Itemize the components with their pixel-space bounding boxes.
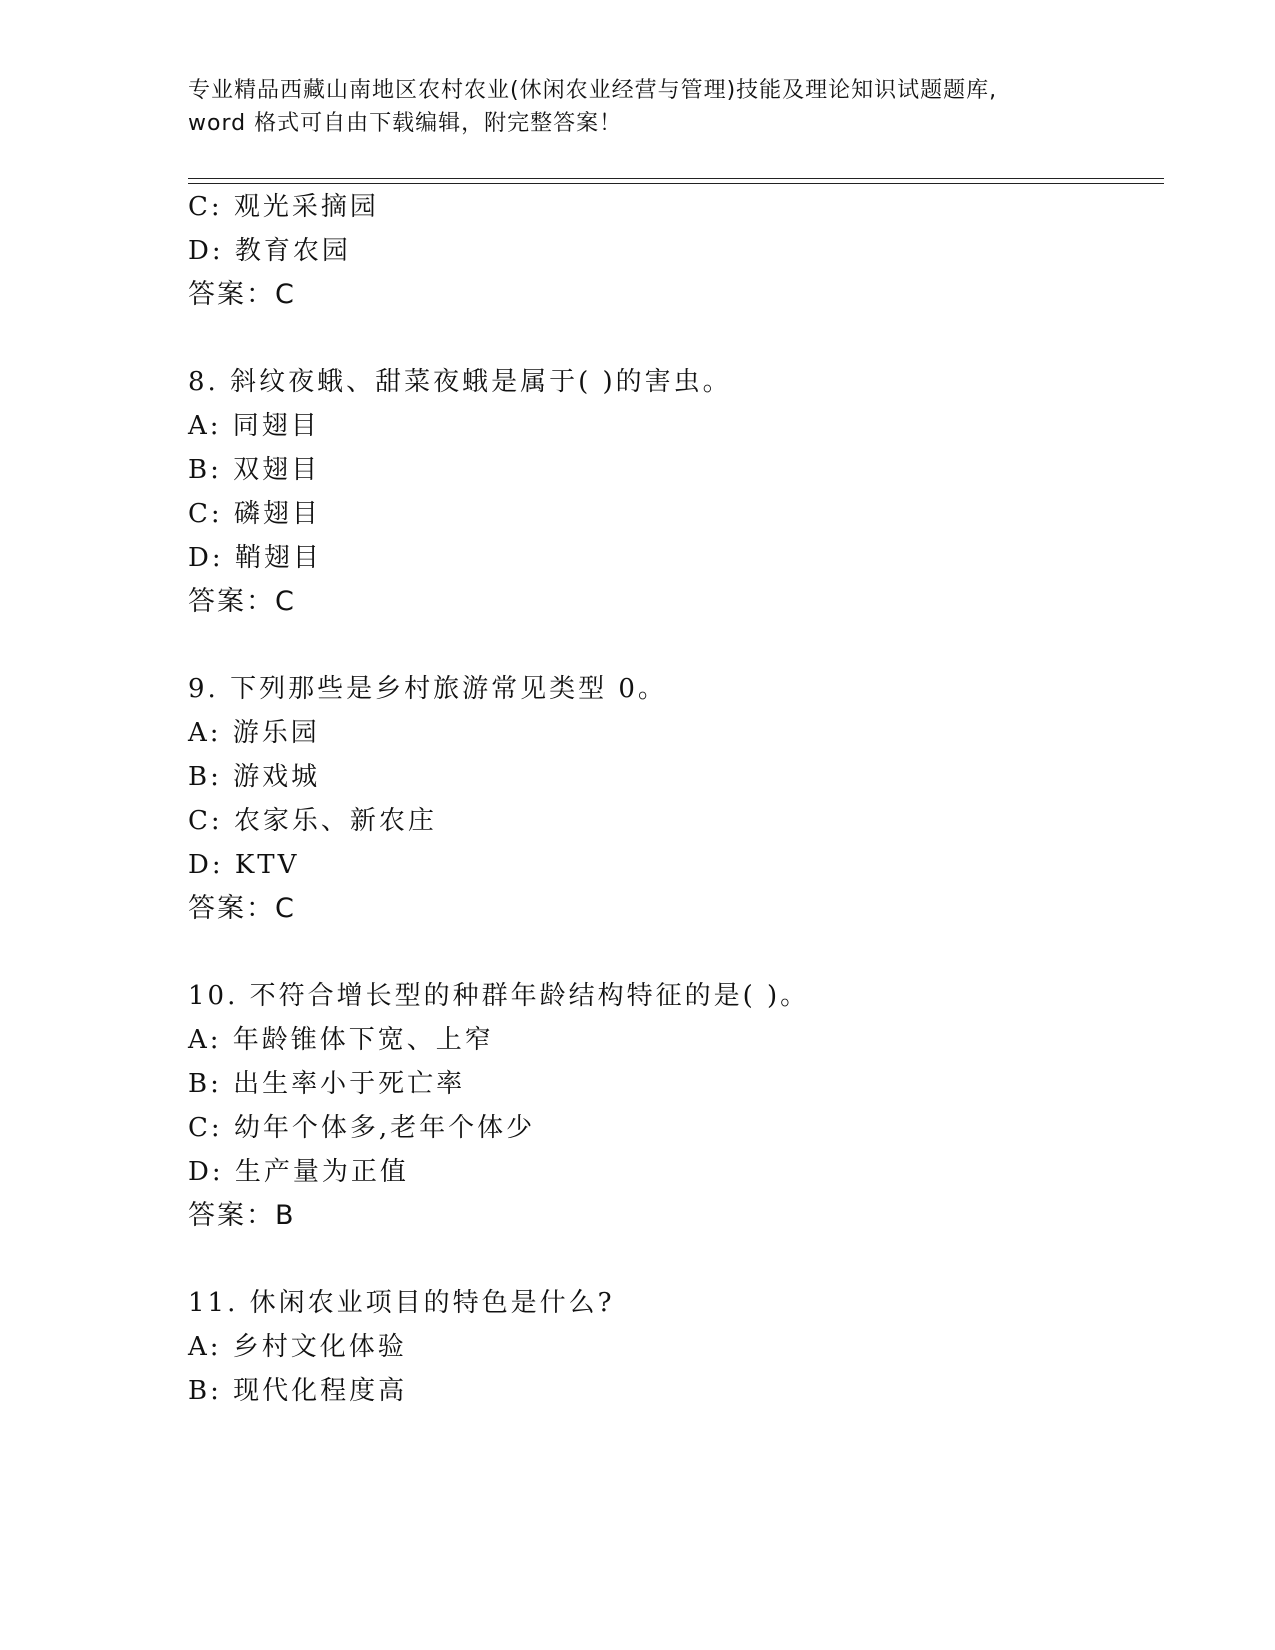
header-divider-top bbox=[188, 178, 1164, 179]
option-q8-c: C: 磷翅目 bbox=[188, 499, 321, 529]
option-q10-a: A: 年龄锥体下宽、上窄 bbox=[188, 1025, 494, 1055]
header-divider-bottom bbox=[188, 183, 1164, 184]
option-q10-c: C: 幼年个体多,老年个体少 bbox=[188, 1113, 536, 1143]
option-q8-d: D: 鞘翅目 bbox=[188, 543, 322, 573]
answer-q8: 答案：C bbox=[188, 586, 296, 617]
option-q10-b: B: 出生率小于死亡率 bbox=[188, 1069, 466, 1099]
header-title-line-1: 专业精品西藏山南地区农村农业(休闲农业经营与管理)技能及理论知识试题题库, bbox=[188, 78, 998, 103]
option-q10-d: D: 生产量为正值 bbox=[188, 1157, 409, 1187]
option-q8-b: B: 双翅目 bbox=[188, 455, 321, 485]
option-q9-c: C: 农家乐、新农庄 bbox=[188, 806, 437, 836]
option-q7-c: C: 观光采摘园 bbox=[188, 192, 379, 222]
question-10: 10. 不符合增长型的种群年龄结构特征的是( )。 bbox=[188, 981, 810, 1011]
option-q11-b: B: 现代化程度高 bbox=[188, 1376, 408, 1406]
option-q9-b: B: 游戏城 bbox=[188, 762, 321, 792]
question-8: 8. 斜纹夜蛾、甜菜夜蛾是属于( )的害虫。 bbox=[188, 367, 732, 397]
header-title-line-2: word 格式可自由下载编辑，附完整答案！ bbox=[188, 111, 623, 136]
document-header bbox=[188, 74, 1088, 140]
answer-q9: 答案：C bbox=[188, 893, 296, 924]
option-q8-a: A: 同翅目 bbox=[188, 411, 320, 441]
option-q11-a: A: 乡村文化体验 bbox=[188, 1332, 407, 1362]
question-11: 11. 休闲农业项目的特色是什么? bbox=[188, 1288, 615, 1318]
option-q7-d: D: 教育农园 bbox=[188, 236, 351, 266]
option-q9-a: A: 游乐园 bbox=[188, 718, 320, 748]
answer-q10: 答案：B bbox=[188, 1200, 296, 1231]
question-9: 9. 下列那些是乡村旅游常见类型 0。 bbox=[188, 674, 667, 704]
answer-q7: 答案：C bbox=[188, 279, 296, 310]
option-q9-d: D: KTV bbox=[188, 850, 300, 880]
